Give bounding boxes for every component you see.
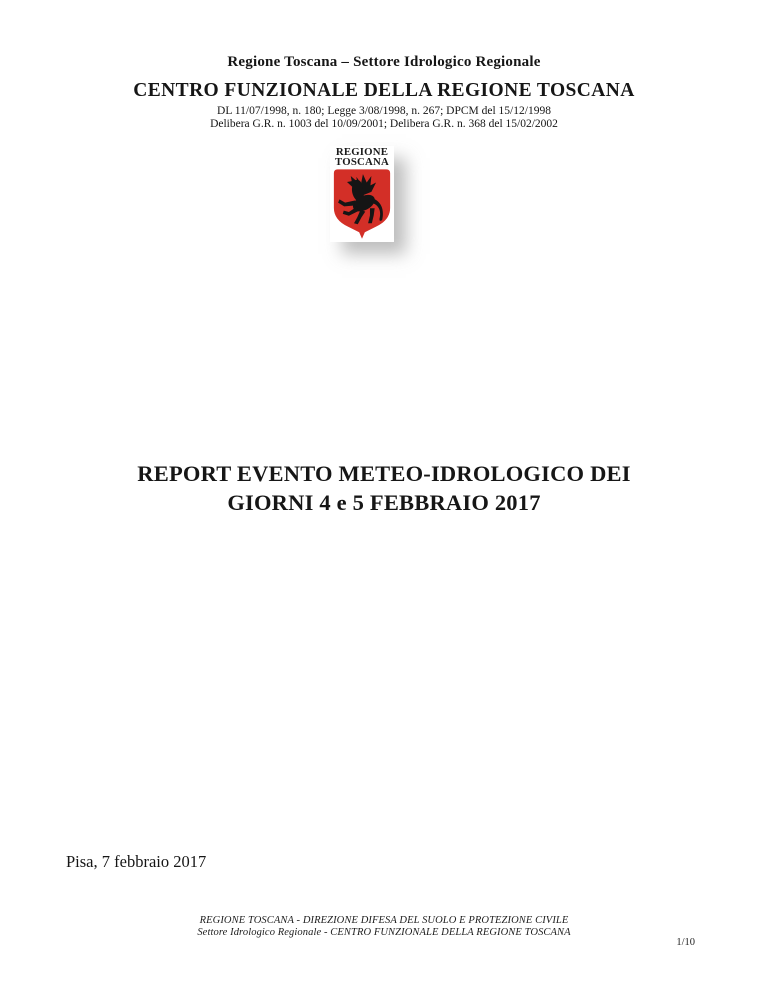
report-title: [0, 459, 768, 517]
page-number: 1/10: [676, 937, 695, 948]
logo-wordmark-line1: REGIONE: [335, 146, 389, 158]
footer-sector-line: Settore Idrologico Regionale - CENTRO FUNZIONALE DELLA REGIONE TOSCANA: [197, 927, 571, 938]
report-title-line1: REPORT EVENTO METEO-IDROLOGICO DEI: [137, 461, 631, 486]
header-department-line: Regione Toscana – Settore Idrologico Regionale: [227, 54, 541, 70]
pegasus-shield-icon: [332, 168, 392, 242]
header-center-name: CENTRO FUNZIONALE DELLA REGIONE TOSCANA: [133, 80, 635, 101]
header-law-reference-1: DL 11/07/1998, n. 180; Legge 3/08/1998, n. 267; DPCM del 15/12/1998: [217, 105, 551, 117]
regione-toscana-logo: [330, 146, 394, 242]
footer-direction-line: REGIONE TOSCANA - DIREZIONE DIFESA DEL SUOLO E PROTEZIONE CIVILE: [199, 915, 569, 926]
place-date-line: Pisa, 7 febbraio 2017: [66, 852, 207, 871]
logo-wordmark-line2: TOSCANA: [335, 155, 389, 168]
logo-wordmark: [331, 146, 394, 167]
header-law-reference-2: Delibera G.R. n. 1003 del 10/09/2001; Delibera G.R. n. 368 del 15/02/2002: [210, 118, 558, 130]
report-title-line2: GIORNI 4 e 5 FEBBRAIO 2017: [227, 490, 541, 515]
